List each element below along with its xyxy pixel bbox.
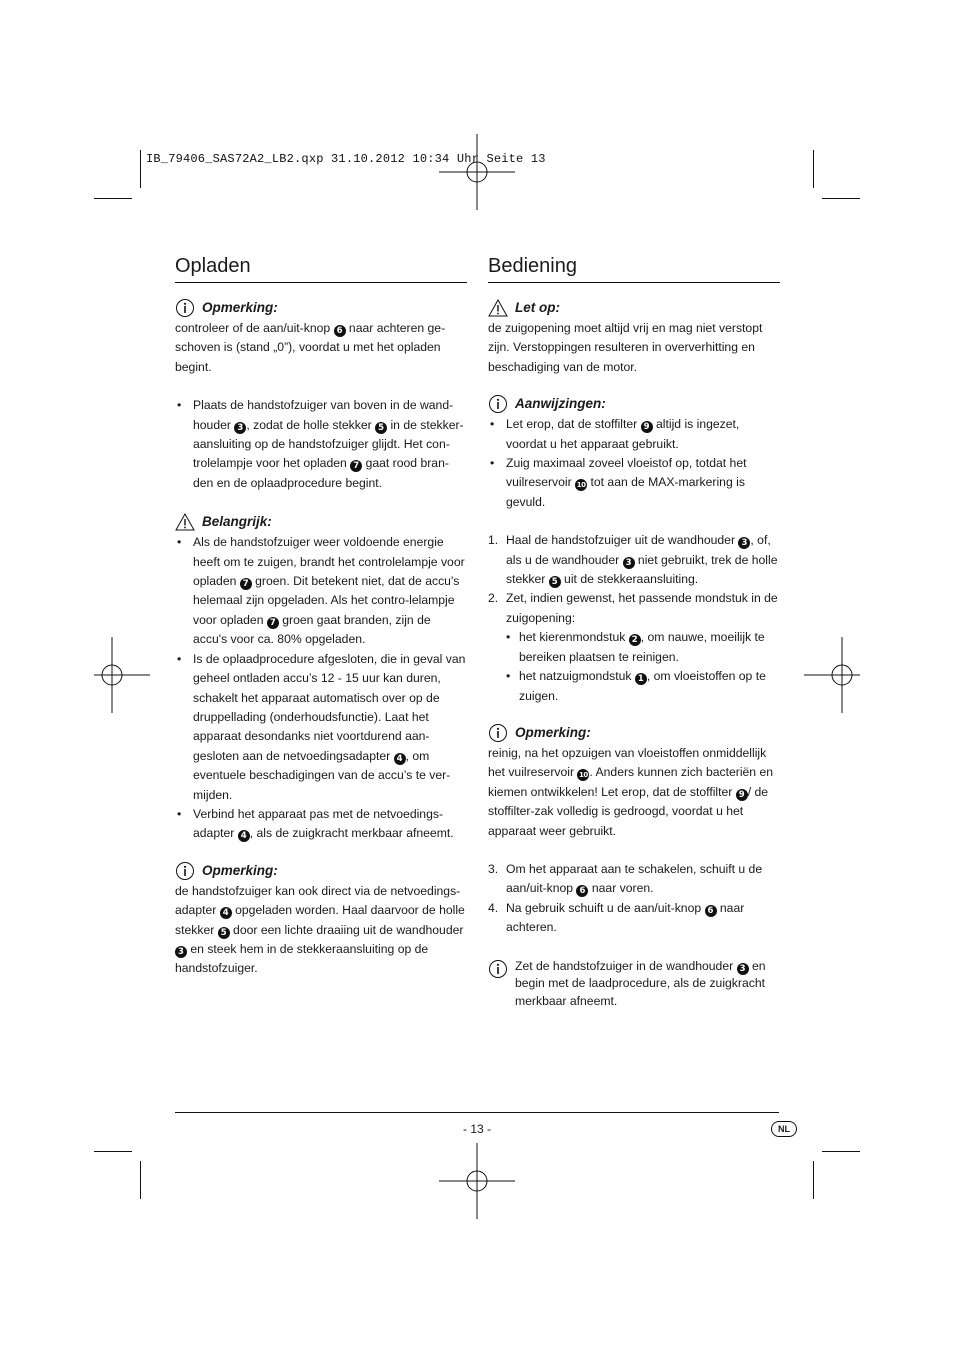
part-number: 9 bbox=[641, 421, 653, 433]
crop-mark bbox=[822, 198, 860, 199]
crop-mark bbox=[140, 1161, 141, 1199]
instruction-list bbox=[175, 396, 467, 493]
part-number: 6 bbox=[576, 885, 588, 897]
list-item: 1. Haal de handstofzuiger uit de wandhouder 3 , of, als u de wandhouder 3 niet gebruikt, trek de holle stekker 5 uit de stekkeraansluiting. bbox=[488, 533, 778, 588]
crop-mark bbox=[94, 1151, 132, 1152]
right-column bbox=[488, 252, 780, 1010]
registration-mark-icon bbox=[74, 637, 150, 713]
part-number: 5 bbox=[375, 422, 387, 434]
part-number: 4 bbox=[238, 830, 250, 842]
crop-mark bbox=[94, 198, 132, 199]
part-number: 7 bbox=[267, 617, 279, 629]
part-number: 10 bbox=[579, 771, 588, 780]
info-icon bbox=[488, 723, 508, 743]
hints-list bbox=[488, 415, 780, 512]
part-number: 3 bbox=[623, 557, 635, 569]
caution-text: de zuigopening moet altijd vrij en mag niet verstopt zijn. Verstoppingen resulteren in oververhitting en beschadiging van de motor. bbox=[488, 321, 763, 374]
note-heading: Opmerking: bbox=[175, 860, 467, 882]
part-number: 1 bbox=[635, 673, 647, 685]
part-number: 4 bbox=[220, 907, 232, 919]
note-heading: Opmerking: bbox=[175, 297, 467, 319]
warning-triangle-icon bbox=[488, 298, 508, 318]
crop-mark bbox=[813, 1161, 814, 1199]
steps-list bbox=[488, 860, 780, 938]
part-number: 5 bbox=[218, 927, 230, 939]
list-item: 2. Zet, indien gewenst, het passende mondstuk in de zuigopening: bbox=[488, 591, 778, 625]
steps-list bbox=[488, 531, 780, 628]
note-text: reinig, na het opzuigen van vloeistoffen onmiddellijk het vuilreservoir 10 . Anders kunnen zich bacteriën en kiemen ontwikkelen! Let erop, dat de stoffilter 9 / de stoffilter-zak volledig is gedroogd, voordat u het apparaat weer gebruikt. bbox=[488, 745, 774, 838]
list-item: 3. Om het apparaat aan te schakelen, schuift u de aan/uit-knop 6 naar voren. bbox=[488, 861, 763, 897]
list-item: • Is de oplaadprocedure afgesloten, die in geval van geheel ontladen accu’s 12 - 15 uur kan duren, schakelt het apparaat automatisch over op de druppellading (onderhoudsfunctie). Laat het apparaat desondanks niet voortdurend aan-gesloten aan de netvoedingsadapter 4 , om eventuele beschadigingen van de accu’s te ver-mijden. bbox=[175, 650, 467, 805]
part-number: 3 bbox=[175, 946, 187, 958]
part-number: 3 bbox=[234, 422, 246, 434]
part-number: 9 bbox=[736, 789, 748, 801]
list-item: • Zuig maximaal zoveel vloeistof op, totdat het vuilreservoir 10 tot aan de MAX-markering is gevuld. bbox=[488, 454, 780, 512]
important-heading: Belangrijk: bbox=[175, 511, 467, 533]
caution-heading: Let op: bbox=[488, 297, 780, 319]
part-number: 10 bbox=[576, 481, 586, 490]
list-item: • Plaats de handstofzuiger van boven in de wand-houder 3 , zodat de holle stekker 5 in de stekker-aansluiting op de handstofzuiger glijdt. Het con-trolelampje voor het opladen 7 gaat rood bran-den en de oplaadprocedure begint. bbox=[175, 396, 467, 493]
hints-heading: Aanwijzingen: bbox=[488, 393, 780, 415]
info-icon bbox=[488, 394, 508, 414]
crop-mark bbox=[140, 150, 141, 188]
part-number: 6 bbox=[705, 905, 717, 917]
info-icon bbox=[488, 959, 508, 979]
part-number: 7 bbox=[240, 578, 252, 590]
list-item: • Verbind het apparaat pas met de netvoedings-adapter 4 , als de zuigkracht merkbaar afneemt. bbox=[175, 805, 467, 844]
list-item: 4. Na gebruik schuift u de aan/uit-knop 6 naar achteren. bbox=[488, 900, 745, 935]
part-number: 2 bbox=[629, 634, 641, 646]
language-badge: NL bbox=[771, 1121, 797, 1137]
part-number: 3 bbox=[738, 537, 750, 549]
warning-triangle-icon bbox=[175, 512, 195, 532]
note-heading: Opmerking: bbox=[488, 722, 780, 744]
part-number: 4 bbox=[394, 753, 406, 765]
registration-mark-icon bbox=[804, 637, 880, 713]
tip bbox=[488, 958, 780, 1011]
crop-mark bbox=[813, 150, 814, 188]
file-slug: IB_79406_SAS72A2_LB2.qxp 31.10.2012 10:34 Uhr Seite 13 bbox=[146, 152, 546, 166]
part-number: 6 bbox=[334, 325, 346, 337]
important-list bbox=[175, 533, 467, 844]
info-icon bbox=[175, 861, 195, 881]
part-number: 7 bbox=[350, 460, 362, 472]
part-number: 3 bbox=[737, 963, 749, 975]
note-text: de handstofzuiger kan ook direct via de netvoedings-adapter 4 opgeladen worden. Haal daarvoor de holle stekker 5 door een lichte draaiing uit de wandhouder 3 en steek hem in de stekkeraansluiting op de handstofzuiger. bbox=[175, 883, 465, 976]
registration-mark-icon bbox=[439, 1143, 515, 1219]
nozzle-list bbox=[488, 628, 780, 706]
list-item: • het natzuigmondstuk 1 , om vloeistoffen op te zuigen. bbox=[488, 667, 780, 706]
footer-rule bbox=[175, 1112, 779, 1113]
tip-text: Zet de handstofzuiger in de wandhouder 3 en begin met de laadprocedure, als de zuigkracht merkbaar afneemt. bbox=[515, 958, 766, 1008]
section-title-opladen: Opladen bbox=[175, 252, 467, 283]
list-item: • Let erop, dat de stoffilter 9 altijd is ingezet, voordat u het apparaat gebruikt. bbox=[488, 415, 780, 454]
registration-mark-icon bbox=[439, 134, 515, 210]
part-number: 5 bbox=[549, 576, 561, 588]
left-column bbox=[175, 252, 467, 979]
section-title-bediening: Bediening bbox=[488, 252, 780, 283]
crop-mark bbox=[822, 1151, 860, 1152]
list-item: • het kierenmondstuk 2 , om nauwe, moeilijk te bereiken plaatsen te reinigen. bbox=[488, 628, 780, 667]
list-item: • Als de handstofzuiger weer voldoende energie heeft om te zuigen, brandt het controlelampje voor opladen 7 groen. Dit betekent niet, dat de accu's helemaal zijn opgeladen. Als het contro-lelampje voor opladen 7 groen gaat branden, zijn de accu's voor ca. 80% opgeladen. bbox=[175, 533, 467, 649]
info-icon bbox=[175, 298, 195, 318]
note-text: controleer of de aan/uit-knop 6 naar achteren ge-schoven is (stand „0”), voordat u met het opladen begint. bbox=[175, 321, 446, 374]
page-number: - 13 - bbox=[462, 1122, 491, 1136]
